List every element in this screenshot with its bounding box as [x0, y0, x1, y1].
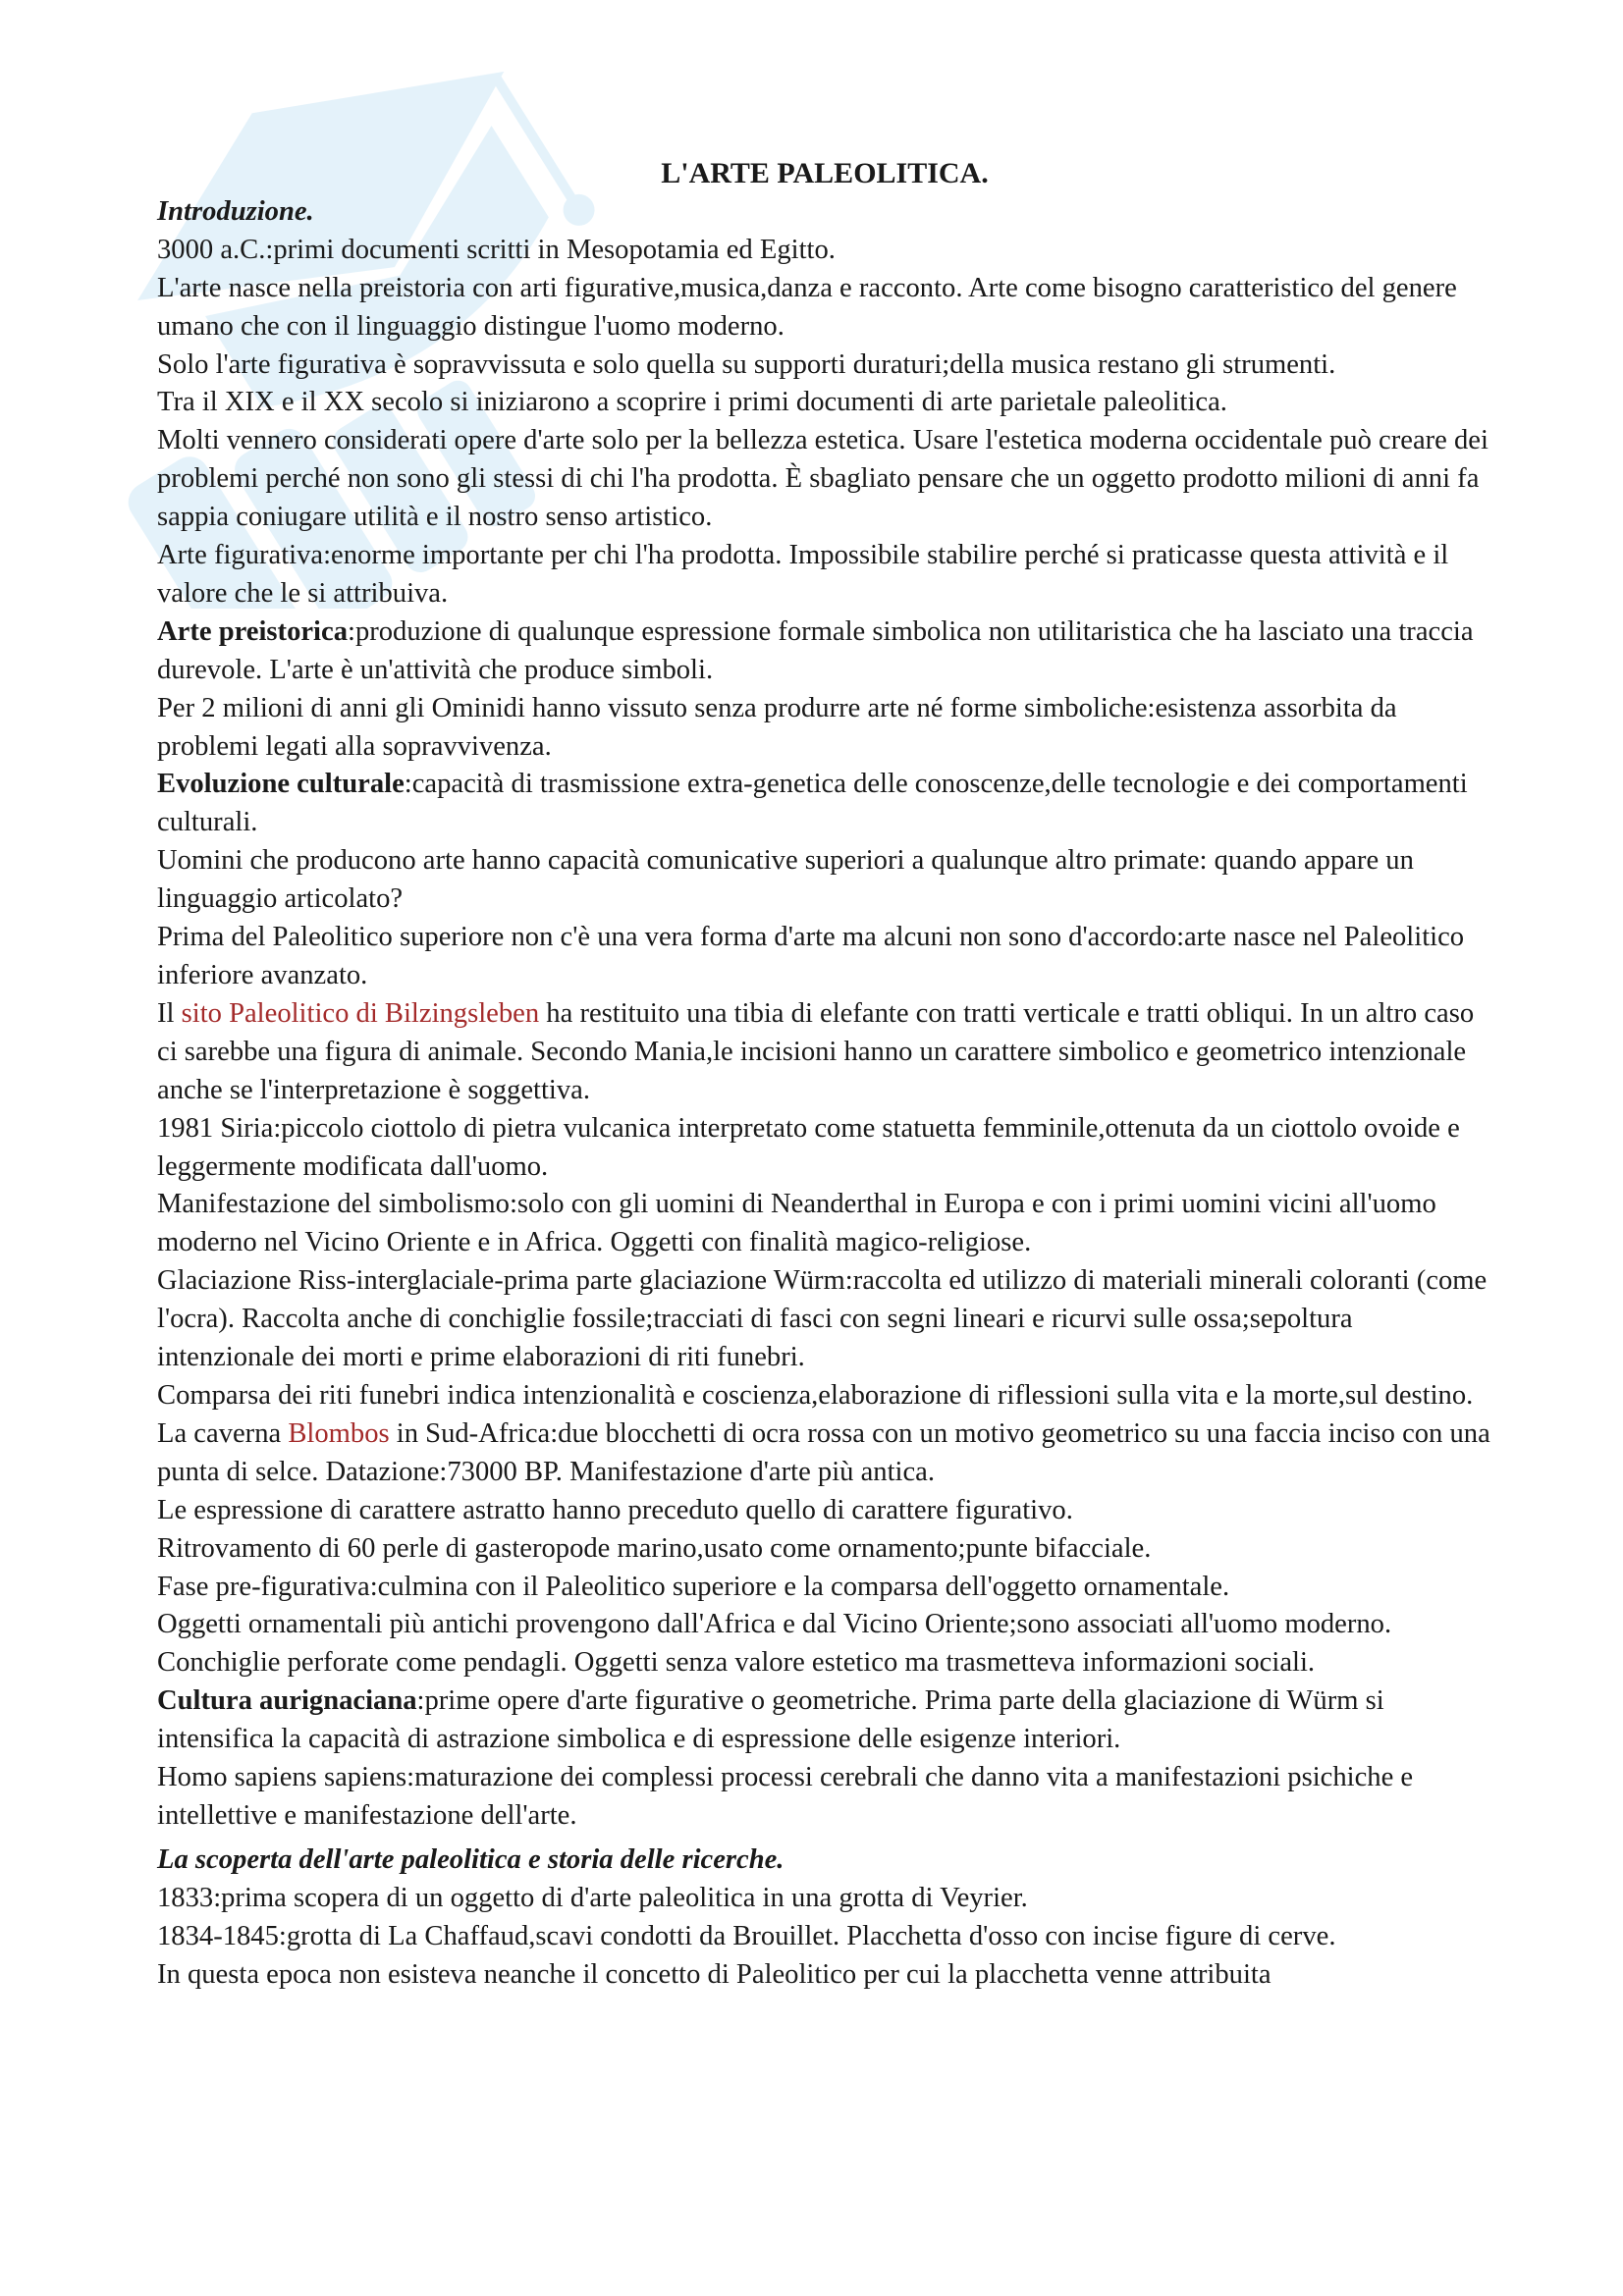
paragraph: In questa epoca non esisteva neanche il concetto di Paleolitico per cui la placchetta venne attribuita	[157, 1958, 1271, 1990]
blombos-link[interactable]: Blombos	[288, 1417, 390, 1449]
paragraph-text: :capacità di trasmissione extra-genetica delle conoscenze,delle tecnologie e dei comportamenti culturali.	[157, 769, 1468, 838]
paragraph-text: in Sud-Africa:due blocchetti di ocra rossa con un motivo geometrico su una faccia inciso con una punta di selce. Datazione:73000 BP. Manifestazione d'arte più antica.	[157, 1417, 1490, 1487]
paragraph: Comparsa dei riti funebri indica intenzionalità e coscienza,elaborazione di riflessioni sulla vita e la morte,sul destino.	[157, 1379, 1474, 1411]
section-heading: La scoperta dell'arte paleolitica e storia delle ricerche.	[157, 1843, 784, 1875]
paragraph: 1833:prima scopera di un oggetto di d'arte paleolitica in una grotta di Veyrier.	[157, 1882, 1028, 1913]
term-arte-preistorica: Arte preistorica	[157, 615, 348, 647]
paragraph: L'arte nasce nella preistoria con arti figurative,musica,danza e racconto. Arte come bisogno caratteristico del genere umano che con il linguaggio distingue l'uomo moderno.	[157, 272, 1457, 342]
term-cultura-aurignaciana: Cultura aurignaciana	[157, 1685, 417, 1717]
paragraph: Homo sapiens sapiens:maturazione dei complessi processi cerebrali che danno vita a manifestazioni psichiche e intellettive e manifestazione dell'arte.	[157, 1762, 1414, 1831]
paragraph: Prima del Paleolitico superiore non c'è una vera forma d'arte ma alcuni non sono d'accordo:arte nasce nel Paleolitico inferiore avanzato.	[157, 922, 1465, 991]
paragraph-text: :produzione di qualunque espressione formale simbolica non utilitaristica che ha lasciato una traccia durevole. L'arte è un'attività che produce simboli.	[157, 615, 1474, 685]
paragraph-text: ha restituito una tibia di elefante con tratti verticale e tratti obliqui. In un altro caso ci sarebbe una figura di animale. Secondo Mania,le incisioni hanno un carattere simbolico e geometrico intenzionale anche se l'interpretazione è soggettiva.	[157, 997, 1475, 1105]
paragraph-text: Il	[157, 997, 182, 1029]
paragraph: Le espressione di carattere astratto hanno preceduto quello di carattere figurativo.	[157, 1494, 1073, 1525]
paragraph: 1981 Siria:piccolo ciottolo di pietra vulcanica interpretato come statuetta femminile,ottenuta da un ciottolo ovoide e leggermente modificata dall'uomo.	[157, 1112, 1460, 1182]
term-evoluzione-culturale: Evoluzione culturale	[157, 769, 405, 800]
paragraph: Ritrovamento di 60 perle di gasteropode marino,usato come ornamento;punte bifacciale.	[157, 1532, 1152, 1564]
paragraph	[157, 614, 1492, 690]
paragraph	[157, 1415, 1492, 1492]
paragraph: Tra il XIX e il XX secolo si iniziarono a scoprire i primi documenti di arte parietale paleolitica.	[157, 387, 1227, 418]
paragraph-text: La caverna	[157, 1417, 289, 1449]
paragraph: Manifestazione del simbolismo:solo con gli uomini di Neanderthal in Europa e con i primi uomini vicini all'uomo moderno nel Vicino Oriente e in Africa. Oggetti con finalità magico-religiose.	[157, 1189, 1436, 1258]
paragraph: Oggetti ornamentali più antichi provengono dall'Africa e dal Vicino Oriente;sono associati all'uomo moderno. Conchiglie perforate come pendagli. Oggetti senza valore estetico ma trasmetteva informazioni sociali.	[157, 1609, 1392, 1679]
paragraph: 1834-1845:grotta di La Chaffaud,scavi condotti da Brouillet. Placchetta d'osso con incise figure di cerve.	[157, 1920, 1336, 1951]
paragraph: Solo l'arte figurativa è sopravvissuta e solo quella su supporti duraturi;della musica restano gli strumenti.	[157, 348, 1336, 380]
paragraph: Arte figurativa:enorme importante per chi l'ha prodotta. Impossibile stabilire perché si praticasse questa attività e il valore che le si attribuiva.	[157, 540, 1449, 609]
bilzingsleben-link[interactable]: sito Paleolitico di Bilzingsleben	[181, 997, 540, 1029]
paragraph: Glaciazione Riss-interglaciale-prima parte glaciazione Würm:raccolta ed utilizzo di materiali minerali coloranti (come l'ocra). Raccolta anche di conchiglie fossile;tracciati di fasci con segni lineari e ricurvi sulle ossa;sepoltura intenzionale dei morti e prime elaborazioni di riti funebri.	[157, 1265, 1488, 1373]
document-body	[157, 155, 1492, 1994]
paragraph: Per 2 milioni di anni gli Ominidi hanno vissuto senza produrre arte né forme simboliche:esistenza assorbita da problemi legati alla sopravvivenza.	[157, 692, 1397, 762]
paragraph	[157, 766, 1492, 842]
page-title: L'ARTE PALEOLITICA.	[661, 157, 989, 189]
intro-heading: Introduzione.	[157, 195, 314, 227]
paragraph: Uomini che producono arte hanno capacità comunicative superiori a qualunque altro primate: quando appare un linguaggio articolato?	[157, 845, 1414, 915]
paragraph: Molti vennero considerati opere d'arte solo per la bellezza estetica. Usare l'estetica moderna occidentale può creare dei problemi perché non sono gli stessi di chi l'ha prodotta. È sbagliato pensare che un oggetto prodotto milioni di anni fa sappia coniugare utilità e il nostro senso artistico.	[157, 425, 1488, 533]
paragraph-text: :prime opere d'arte figurative o geometriche. Prima parte della glaciazione di Würm si intensifica la capacità di astrazione simbolica e di espressione delle esigenze interiori.	[157, 1685, 1384, 1755]
paragraph: 3000 a.C.:primi documenti scritti in Mesopotamia ed Egitto.	[157, 234, 836, 265]
paragraph	[157, 1682, 1492, 1759]
paragraph	[157, 995, 1492, 1110]
paragraph: Fase pre-figurativa:culmina con il Paleolitico superiore e la comparsa dell'oggetto ornamentale.	[157, 1571, 1230, 1602]
